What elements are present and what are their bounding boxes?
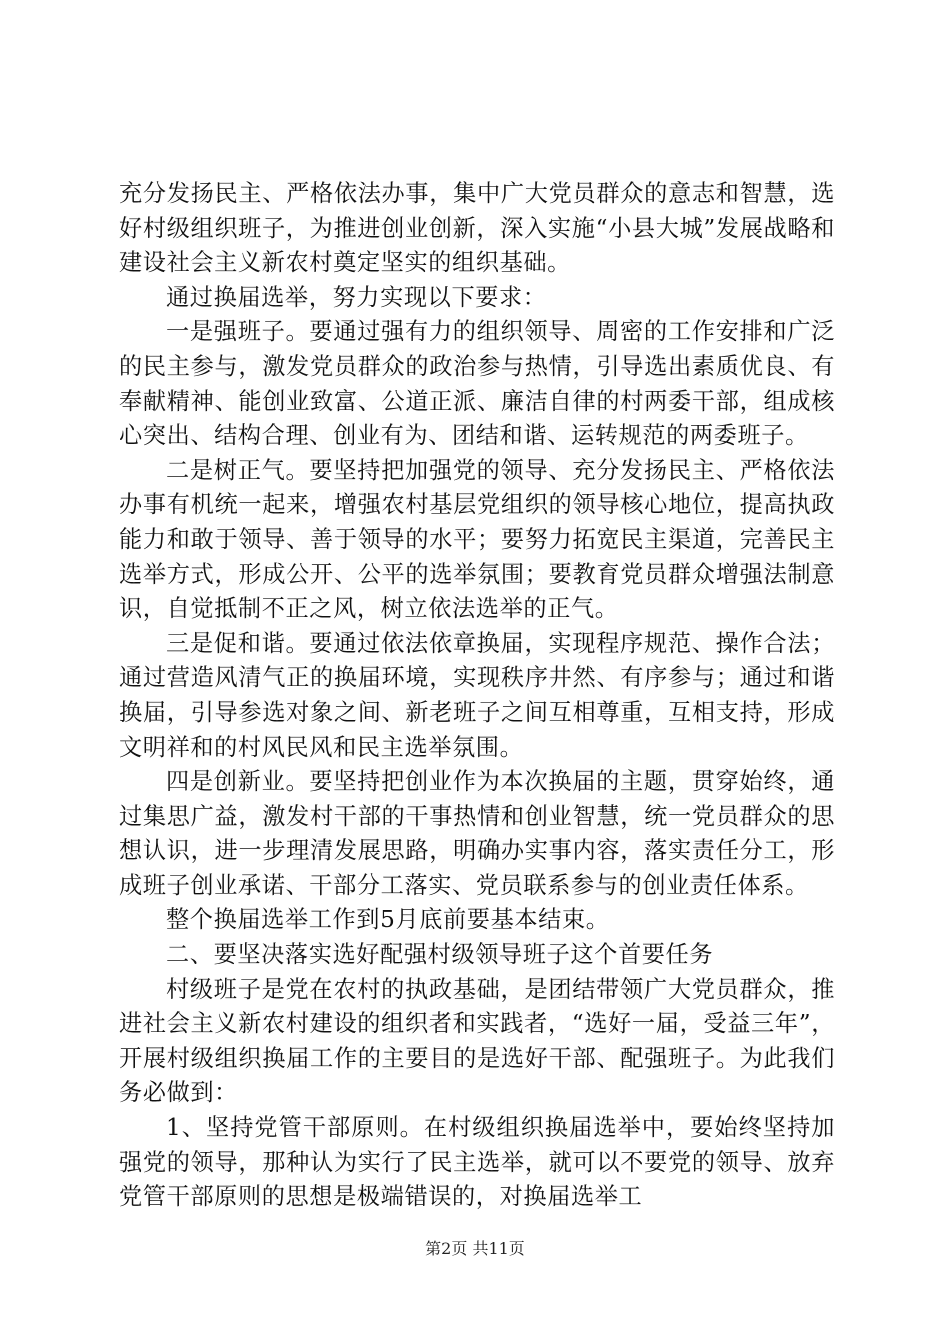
paragraph: 村级班子是党在农村的执政基础，是团结带领广大党员群众，推进社会主义新农村建设的组织者和实践者，“选好一届，受益三年”，开展村级组织换届工作的主要目的是选好干部、配强班子。为此我们务必做到：: [119, 975, 835, 1107]
paragraph: 四是创新业。要坚持把创业作为本次换届的主题，贯穿始终，通过集思广益，激发村干部的干事热情和创业智慧，统一党员群众的思想认识，进一步理清发展思路，明确办实事内容，落实责任分工，形成班子创业承诺、干部分工落实、党员联系参与的创业责任体系。: [119, 768, 835, 899]
page-number-footer: 第2页 共11页: [425, 1239, 525, 1258]
paragraph: 二、要坚决落实选好配强村级领导班子这个首要任务: [166, 941, 714, 969]
paragraph: 整个换届选举工作到5月底前要基本结束。: [166, 906, 610, 934]
paragraph: 1、坚持党管干部原则。在村级组织换届选举中，要始终坚持加强党的领导，那种认为实行了民主选举，就可以不要党的领导、放弃党管干部原则的思想是极端错误的，对换届选举工: [119, 1114, 835, 1211]
paragraph: 充分发扬民主、严格依法办事，集中广大党员群众的意志和智慧，选好村级组织班子，为推进创业创新，深入实施“小县大城”发展战略和建设社会主义新农村奠定坚实的组织基础。: [119, 180, 835, 277]
document-body: [119, 177, 835, 1215]
paragraph: 通过换届选举，努力实现以下要求：: [166, 283, 547, 311]
paragraph: 三是促和谐。要通过依法依章换届，实现程序规范、操作合法；通过营造风清气正的换届环境，实现秩序井然、有序参与；通过和谐换届，引导参选对象之间、新老班子之间互相尊重，互相支持，形成文明祥和的村风民风和民主选举氛围。: [119, 629, 835, 761]
paragraph: 二是树正气。要坚持把加强党的领导、充分发扬民主、严格依法办事有机统一起来，增强农村基层党组织的领导核心地位，提高执政能力和敢于领导、善于领导的水平；要努力拓宽民主渠道，完善民主选举方式，形成公开、公平的选举氛围；要教育党员群众增强法制意识，自觉抵制不正之风，树立依法选举的正气。: [119, 456, 835, 623]
paragraph: 一是强班子。要通过强有力的组织领导、周密的工作安排和广泛的民主参与，激发党员群众的政治参与热情，引导选出素质优良、有奉献精神、能创业致富、公道正派、廉洁自律的村两委干部，组成核心突出、结构合理、创业有为、团结和谐、运转规范的两委班子。: [119, 318, 835, 450]
